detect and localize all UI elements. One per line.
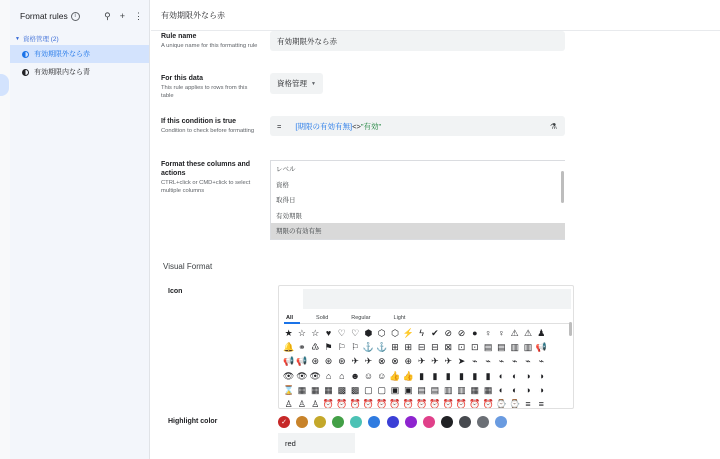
tabs-divider: [286, 323, 570, 324]
for-data-label: For this data: [161, 75, 204, 82]
color-swatches: [278, 416, 513, 428]
icon-option[interactable]: ☻: [350, 370, 360, 381]
condition-label-group: [161, 117, 261, 135]
active-tab-indicator: [284, 322, 300, 324]
icon-option[interactable]: ⚠: [523, 328, 533, 338]
icon-option[interactable]: ♳: [311, 342, 320, 353]
icon-option[interactable]: ⏰: [429, 398, 441, 409]
icon-option[interactable]: ⚓: [376, 342, 388, 353]
for-data-value: 資格管理: [277, 79, 307, 88]
icon-option[interactable]: ♡: [351, 328, 360, 338]
icon-option[interactable]: ⊗: [377, 356, 386, 367]
icon-option[interactable]: ♥: [325, 328, 332, 338]
rule-name-input[interactable]: 有効期限外なら赤: [270, 31, 565, 51]
icon-option[interactable]: ▥: [443, 384, 453, 395]
icon-option[interactable]: ⚐: [337, 342, 346, 353]
rule-item[interactable]: [10, 45, 149, 63]
icon-row: [282, 383, 568, 397]
icon-option[interactable]: ⏰: [455, 398, 468, 409]
rule-name-help: A unique name for this formatting rule: [161, 43, 258, 49]
visual-format-heading: Visual Format: [163, 262, 213, 271]
for-data-dropdown[interactable]: [270, 73, 323, 94]
condition-compare: <>: [352, 121, 361, 131]
icon-option[interactable]: ⌛: [283, 384, 295, 395]
icon-option[interactable]: ✈: [364, 356, 373, 367]
icon-option[interactable]: ▦: [310, 384, 320, 395]
icon-option[interactable]: ▥: [510, 342, 519, 353]
icon-option[interactable]: ◐: [498, 370, 505, 381]
columns-help: CTRL+click or CMD+click to select multiple columns: [161, 180, 251, 194]
icon-option[interactable]: ⏰: [389, 398, 401, 409]
icon-option[interactable]: ✈: [417, 356, 426, 367]
icon-option[interactable]: ⌚: [495, 398, 507, 409]
condition-label: If this condition is true: [161, 118, 237, 125]
icon-option[interactable]: ⊗: [391, 356, 399, 367]
column-option-selected[interactable]: 期限の有効有無: [271, 223, 565, 239]
listbox-scrollbar[interactable]: [561, 171, 564, 203]
rule-editor: [151, 0, 720, 459]
icon-option[interactable]: ⊕: [404, 356, 413, 367]
icon-option[interactable]: ▮: [472, 370, 478, 381]
column-option[interactable]: 取得日: [276, 197, 296, 205]
tab-regular[interactable]: Regular: [351, 315, 371, 321]
column-option[interactable]: レベル: [276, 166, 296, 174]
icon-option[interactable]: 👁: [296, 370, 308, 381]
icon-option[interactable]: ▩: [350, 384, 360, 395]
icon-option[interactable]: ⬡: [391, 328, 399, 338]
icon-option[interactable]: ▮: [485, 370, 491, 381]
icon-option[interactable]: ◑: [538, 370, 544, 381]
color-swatch-purple[interactable]: [405, 416, 417, 428]
columns-listbox[interactable]: [270, 160, 565, 240]
icon-option[interactable]: ▤: [417, 384, 426, 395]
icon-option[interactable]: ⚭: [298, 342, 306, 353]
icon-row: [282, 326, 568, 340]
color-swatch-black[interactable]: [441, 416, 453, 428]
icon-option[interactable]: ◑: [525, 384, 531, 395]
icon-option[interactable]: ▤: [483, 342, 493, 353]
icon-option[interactable]: ●: [472, 328, 478, 338]
rule-group-label: 資格管理 (2): [22, 36, 59, 43]
color-swatch-indigo[interactable]: [387, 416, 399, 428]
icon-option[interactable]: ◐: [511, 370, 518, 381]
icon-option[interactable]: 📢: [535, 342, 547, 353]
icon-option[interactable]: ⏰: [469, 398, 481, 409]
columns-label-group: [161, 160, 261, 195]
icon-option[interactable]: ⏰: [336, 398, 348, 409]
highlight-color-input[interactable]: red: [278, 433, 355, 453]
icon-option[interactable]: ◐: [498, 384, 505, 395]
column-option[interactable]: 資格: [276, 181, 289, 189]
color-swatch-mustard[interactable]: [314, 416, 326, 428]
icon-option[interactable]: ⌁: [498, 356, 505, 367]
add-icon[interactable]: +: [119, 11, 125, 21]
icon-option[interactable]: ☺: [363, 370, 374, 381]
icon-option[interactable]: ✔: [431, 328, 439, 338]
color-swatch-green[interactable]: [332, 416, 344, 428]
icon-option[interactable]: ⏰: [402, 398, 414, 409]
icon-option[interactable]: ⏰: [376, 398, 388, 409]
icon-option[interactable]: ▮: [432, 370, 438, 381]
color-swatch-pink[interactable]: [423, 416, 435, 428]
condition-string: "有効": [360, 121, 382, 131]
icon-tabs: [286, 315, 428, 321]
icon-row: [282, 340, 568, 354]
icon-option[interactable]: ▮: [445, 370, 451, 381]
rules-panel-header: [10, 0, 149, 32]
icon-option[interactable]: ≡: [525, 398, 531, 409]
color-swatch-teal[interactable]: [350, 416, 362, 428]
icon-option[interactable]: ⊠: [444, 342, 452, 353]
icon-option[interactable]: ⌁: [472, 356, 478, 367]
condition-column: [期限の有効有無]: [295, 121, 353, 131]
icon-option[interactable]: ⌁: [525, 356, 531, 367]
icon-option[interactable]: ★: [284, 328, 293, 338]
color-swatch-lightblue[interactable]: [495, 416, 507, 428]
half-circle-icon: [22, 69, 29, 76]
rule-name-label: Rule name: [161, 33, 197, 40]
tab-light[interactable]: Light: [393, 315, 406, 321]
icon-option[interactable]: ▦: [297, 384, 307, 395]
rule-item-label: 有効期限外なら赤: [34, 51, 90, 58]
icon-option[interactable]: ▤: [430, 384, 440, 395]
rules-panel-title: Format rules: [20, 11, 68, 21]
dropdown-arrow-icon: ▼: [311, 80, 316, 87]
check-icon: ✓: [281, 419, 287, 426]
icon-option[interactable]: ⏰: [349, 398, 361, 409]
column-option[interactable]: 有効期限: [276, 212, 302, 220]
icon-option[interactable]: ◐: [511, 384, 518, 395]
icon-option[interactable]: ♙: [297, 398, 306, 409]
icon-option[interactable]: ⊟: [417, 342, 426, 353]
rule-group-header[interactable]: [10, 32, 149, 45]
color-swatch-red[interactable]: [278, 416, 290, 428]
icon-option[interactable]: ⊟: [431, 342, 439, 353]
icon-option[interactable]: 👍: [402, 370, 414, 381]
icon-option[interactable]: ◑: [525, 370, 531, 381]
icon-option[interactable]: ⏰: [416, 398, 428, 409]
icon-option[interactable]: ▦: [470, 384, 480, 395]
icon-option[interactable]: ⌁: [511, 356, 518, 367]
icon-option[interactable]: ϟ: [419, 328, 424, 338]
icon-option[interactable]: ⌁: [485, 356, 491, 367]
icon-row: [282, 397, 568, 409]
icon-option[interactable]: ≡: [538, 398, 544, 409]
icon-option[interactable]: 🔔: [283, 342, 295, 353]
icon-option[interactable]: ⏰: [482, 398, 494, 409]
color-swatch-gray[interactable]: [477, 416, 489, 428]
icon-option[interactable]: ▢: [364, 384, 373, 395]
color-swatch-orange[interactable]: [296, 416, 308, 428]
format-rules-panel: [10, 0, 150, 459]
icon-option[interactable]: ⚓: [362, 342, 375, 353]
icon-option[interactable]: ⊞: [391, 342, 399, 353]
search-icon[interactable]: ⚲: [104, 11, 111, 21]
icon-option[interactable]: ⌂: [325, 370, 332, 381]
info-icon[interactable]: i: [71, 12, 80, 21]
icon-option[interactable]: ▥: [523, 342, 533, 353]
for-data-help: This rule applies to rows from this table: [161, 85, 248, 99]
icon-row: [282, 354, 568, 368]
icon-option[interactable]: ♟: [537, 328, 546, 338]
app-left-nav: [0, 0, 10, 459]
icon-option[interactable]: ⚠: [510, 328, 519, 338]
color-swatch-darkgray[interactable]: [459, 416, 471, 428]
icon-option[interactable]: ⏰: [362, 398, 375, 409]
icon-grid: [282, 326, 568, 409]
icon-search-input[interactable]: [303, 289, 571, 309]
caret-down-icon: ▼: [15, 35, 20, 42]
columns-label: Format these columns and actions: [161, 161, 251, 177]
icon-option[interactable]: ▦: [324, 384, 333, 395]
icon-option[interactable]: ▣: [390, 384, 400, 395]
icon-option[interactable]: ♙: [311, 398, 320, 409]
editor-title: 有効期限外なら赤: [151, 0, 720, 31]
icon-option[interactable]: ♙: [284, 398, 293, 409]
color-swatch-blue[interactable]: [368, 416, 380, 428]
icon-option[interactable]: 📢: [296, 356, 308, 367]
icon-option[interactable]: ☆: [297, 328, 306, 338]
icon-option[interactable]: ⌚: [509, 398, 521, 409]
icon-option[interactable]: ⌂: [339, 370, 345, 381]
rule-item-label: 有効期限内なら青: [34, 69, 90, 76]
for-data-label-group: [161, 74, 261, 100]
icon-option[interactable]: ⊞: [404, 342, 413, 353]
icon-row: [282, 369, 568, 383]
icon-label: Icon: [168, 288, 183, 295]
tab-solid[interactable]: Solid: [316, 315, 329, 321]
icon-option[interactable]: ⊘: [444, 328, 452, 338]
icon-option[interactable]: ⏰: [442, 398, 454, 409]
icon-option[interactable]: ▣: [404, 384, 413, 395]
icon-option[interactable]: ➤: [457, 356, 466, 367]
icon-option[interactable]: ✈: [431, 356, 439, 367]
icon-option[interactable]: ▥: [457, 384, 466, 395]
nav-active-indicator[interactable]: [0, 74, 9, 96]
flask-test-icon[interactable]: ⚗: [549, 121, 557, 131]
icon-option[interactable]: ▩: [337, 384, 347, 395]
icon-option[interactable]: ⏰: [322, 398, 335, 409]
icon-option[interactable]: ⚡: [402, 328, 414, 338]
icon-option[interactable]: ✈: [351, 356, 359, 367]
icon-option[interactable]: ♀: [498, 328, 505, 338]
rule-name-label-group: [161, 32, 261, 50]
icon-picker-scrollbar[interactable]: [569, 322, 572, 336]
icon-option[interactable]: ♀: [484, 328, 492, 338]
icon-option[interactable]: 📢: [283, 356, 295, 367]
icon-option[interactable]: ▤: [497, 342, 506, 353]
icon-option[interactable]: ✈: [444, 356, 452, 367]
icon-option[interactable]: 👍: [389, 370, 401, 381]
icon-option[interactable]: ⊘: [457, 328, 466, 338]
icon-option[interactable]: ⊛: [338, 356, 346, 367]
icon-option[interactable]: ⚑: [324, 342, 333, 353]
icon-option[interactable]: ▢: [377, 384, 386, 395]
icon-option[interactable]: ▮: [459, 370, 464, 381]
icon-option[interactable]: ⬡: [377, 328, 386, 338]
tab-all[interactable]: All: [286, 315, 294, 321]
icon-option[interactable]: 👁: [309, 370, 321, 381]
highlight-color-label: Highlight color: [168, 418, 218, 425]
more-vert-icon[interactable]: ⋮: [134, 11, 143, 21]
icon-option[interactable]: ◑: [538, 384, 544, 395]
icon-option[interactable]: ⊡: [457, 342, 466, 353]
icon-option[interactable]: ♡: [337, 328, 346, 338]
icon-option[interactable]: ⚐: [351, 342, 360, 353]
icon-option[interactable]: 👁: [282, 370, 295, 381]
icon-option[interactable]: ⬢: [364, 328, 373, 338]
icon-option[interactable]: ▮: [419, 370, 425, 381]
condition-expression-input[interactable]: [270, 116, 565, 136]
icon-option[interactable]: ▦: [483, 384, 493, 395]
icon-option[interactable]: ☆: [311, 328, 320, 338]
icon-option[interactable]: ☺: [377, 370, 387, 381]
half-circle-icon: [22, 51, 29, 58]
condition-operator: =: [277, 121, 282, 131]
icon-option[interactable]: ⌁: [538, 356, 544, 367]
icon-picker: [278, 285, 574, 409]
icon-option[interactable]: ⊛: [324, 356, 333, 367]
icon-option[interactable]: ⊡: [471, 342, 479, 353]
icon-option[interactable]: ⊛: [311, 356, 320, 367]
condition-help: Condition to check before formatting: [161, 128, 255, 134]
rule-item[interactable]: [10, 63, 149, 81]
